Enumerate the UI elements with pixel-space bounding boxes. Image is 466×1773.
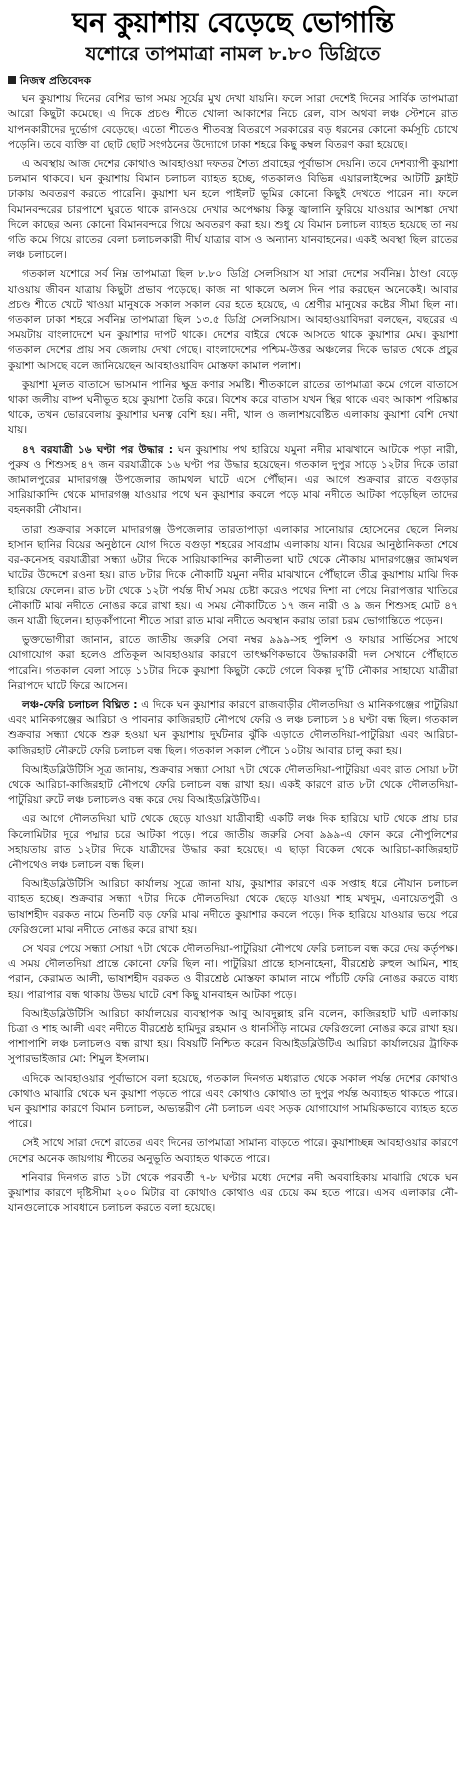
paragraph-text: ঘন কুয়াশায় দিনের বেশির ভাগ সময় সূর্যের মুখ দেখা যায়নি। ফলে সারা দেশেই দিনের সার্বিক তাপমাত্রা আরো কিছুটা কমেছে। এ দিকে প্রচণ্ড শীতে খোলা আকাশের নিচে রেল, বাস অথবা লঞ্চ স্টেশনে রাত যাপনকারীদের দুর্ভোগ বেড়েছে। এতো শীতেও শীতবস্ত্র বিতরণে সরকারের বড় ধরনের কোনো কর্মসূচি চোখে পড়েনি। তবে ব্যক্তি বা ছোট ছোট সংগঠনের উদ্যোগে ঢাকা শহরে কিছু কম্বল বিতরণ করা হয়েছে। <box>8 93 458 151</box>
article-headline: ঘন কুয়াশায় বেড়েছে ভোগান্তি <box>72 6 394 39</box>
article-paragraph <box>8 1072 458 1133</box>
paragraph-text: এ অবস্থায় আজ দেশের কোথাও আবহাওয়া দফতর শৈত্য প্রবাহের পূর্বাভাস দেয়নি। তবে দেশব্যাপী কুয়াশা চলমান থাকবে। ঘন কুয়াশায় বিমান চলাচল ব্যাহত হচ্ছে, গতকালও বিভিন্ন এয়ারলাইন্সের আটটি ফ্লাইট ঢাকায় অবতরণ করতে পারেনি। কুয়াশা ঘন হলে পাইলট ভূমির কোনো কিছুই দেখতে পারেন না। ফলে বিমানবন্দরের চারপাশে ঘুরতে থাকে রানওয়ে দেখার অপেক্ষায় কিন্তু জ্বালানি ফুরিয়ে যাওয়ার আশঙ্কা দেখা দিলে কাছের অন্য কোনো বিমানবন্দরে গিয়ে অবতরণ করা হয়। শুধু যে বিমান চলাচল ব্যাহত হয়েছে তা নয় গতি কমে গিয়ে রাতের বেলা চলাচলকারী দীর্ঘ যাত্রার বাস ও অন্যান্য যানবাহনের। একই অবস্থা ছিল রাতের লঞ্চ চলাচলে। <box>8 158 458 262</box>
article-byline <box>8 74 458 89</box>
paragraph-text: এ দিকে ঘন কুয়াশার কারণে রাজবাড়ীর দৌলতদিয়া ও মানিকগঞ্জের পাটুরিয়া এবং মানিকগঞ্জের আরিচা ও পাবনার কাজিরহাট নৌপথে ফেরি ও লঞ্চ চলাচল ১৪ ঘণ্টা বন্ধ ছিল। গতকাল শুক্রবার সন্ধ্যা থেকে শুরু হওয়া ঘন কুয়াশায় দুর্ঘটনার ঝুঁকি এড়াতে দৌলতদিয়া-পাটুরিয়া এবং আরিচা-কাজিরহাট নৌরুটে ফেরি চলাচল বন্ধ ছিল। গতকাল সকাল পৌনে ১০টায় আবার চালু করা হয়। <box>8 698 458 757</box>
paragraph-text: শনিবার দিনগত রাত ১টা থেকে পরবর্তী ৭-৮ ঘণ্টার মধ্যে দেশের নদী অববাহিকায় মাঝারি থেকে ঘন কুয়াশার কারণে দৃষ্টিসীমা ২০০ মিটার বা কোথাও কোথাও এর চেয়ে কম হতে পারে। এসব এলাকার নৌ-যানগুলোকে সাবধানে চলাচল করতে বলা হয়েছে। <box>8 1171 458 1215</box>
article-paragraph <box>8 267 458 373</box>
article-paragraph <box>8 633 458 694</box>
article-paragraph <box>8 1136 458 1166</box>
paragraph-text: তারা শুক্রবার সকালে মাদারগঞ্জ উপজেলার তারতাপাড়া এলাকার সানোয়ার হোসেনের ছেলে নিলয় হাসান ছানির বিয়ের অনুষ্ঠানে যোগ দিতে বগুড়া শহরের সাবগ্রাম এলাকায় যান। বিয়ের আনুষ্ঠানিকতা শেষে বর-কনেসহ বরযাত্রীরা সন্ধ্যা ৬টার দিকে সারিয়াকান্দির কালীতলা ঘাট থেকে নৌকায় মাদারগঞ্জের জামথল ঘাটের উদ্দেশে রওনা হয়। রাত ৮টার দিকে নৌকাটি যমুনা নদীর মাঝখানে পৌঁছালে তীব্র কুয়াশায় মাঝি দিক হারিয়ে ফেলেন। রাত ৮টা থেকে ১২টা পর্যন্ত দীর্ঘ সময় চেষ্টা করেও পথের দিশা না পেয়ে নিরাপত্তার খাতিরে নৌকাটি মাঝ নদীতে নোঙর করে রাখা হয়। এ সময় নৌকাটিতে ১৭ জন নারী ও ৯ জন শিশুসহ মোট ৪৭ জন যাত্রী ছিলেন। হাড়কাঁপানো শীতে সারা রাত মাঝ নদীতে অবস্থান করায় তারা চরম ভোগান্তিতে পড়েন। <box>8 523 458 627</box>
paragraph-text: এর আগে দৌলতদিয়া ঘাট থেকে ছেড়ে যাওয়া যাত্রীবাহী একটি লঞ্চ দিক হারিয়ে ঘাট থেকে প্রায় চার কিলোমিটার দূরে পদ্মার চরে আটকা পড়ে। পরে জাতীয় জরুরি সেবা ৯৯৯-এ ফোন করে নৌপুলিশের সহায়তায় রাত ১২টার দিকে যাত্রীদের উদ্ধার করা হয়েছে। এ ছাড়া বিকেল থেকে আরিচা-কাজিরহাট নৌপথেও লঞ্চ চলাচল বন্ধ ছিল। <box>8 813 458 871</box>
paragraph-text: কুয়াশা মূলত বাতাসে ভাসমান পানির ক্ষুদ্র কণার সমষ্টি। শীতকালে রাতের তাপমাত্রা কমে গেলে বাতাসে থাকা জলীয় বাষ্প ঘনীভূত হয়ে কুয়াশা তৈরি করে। বিশেষ করে বাতাস যখন স্থির থাকে এবং আকাশ পরিষ্কার থাকে, তখন ভোরবেলায় কুয়াশার ঘনত্ব বেশি হয়। নদী, খাল ও জলাশয়বেষ্টিত এলাকায় কুয়াশা বেশি দেখা যায়। <box>8 378 458 437</box>
article-paragraph <box>8 877 458 938</box>
paragraph-text: এদিকে আবহাওয়ার পূর্বাভাসে বলা হয়েছে, গতকাল দিনগত মধ্যরাত থেকে সকাল পর্যন্ত দেশের কোথাও কোথাও মাঝারি থেকে ঘন কুয়াশা পড়তে পারে এবং কোথাও কোথাও তা দুপুর পর্যন্ত অব্যাহত থাকতে পারে। ঘন কুয়াশার কারণে বিমান চলাচল, অভ্যন্তরীণ নৌ চলাচল এবং সড়ক যোগাযোগ সাময়িকভাবে ব্যাহত হতে পারে। <box>8 1072 458 1131</box>
article-body <box>8 92 458 1216</box>
article-subheadline: যশোরে তাপমাত্রা নামল ৮.৮০ ডিগ্রিতে <box>85 43 381 65</box>
paragraph-text: বিআইডব্লিউটিসি আরিচা কার্যালয়ের ব্যবস্থাপক আবু আবদুল্লাহ রনি বলেন, কাজিরহাট ঘাট এলাকায় চিত্রা ও শাহ আলী এবং নদীতে বীরশ্রেষ্ঠ হামিদুর রহমান ও ধানসিঁড়ি নামের ফেরিগুলো নোঙর করে রাখা হয়। পাশাপাশি লঞ্চ চলাচলও বন্ধ রাখা হয়। বিষয়টি নিশ্চিত করেন বিআইডব্লিউটিএ আরিচা কার্যালয়ের ট্রাফিক সুপারভাইজার মো: শিমুল ইসলাম। <box>8 1007 458 1066</box>
article-paragraph <box>8 763 458 809</box>
article-paragraph <box>8 523 458 629</box>
byline-text: নিজস্ব প্রতিবেদক <box>20 75 91 87</box>
paragraph-text: বিআইডব্লিউটিসি সূত্র জানায়, শুক্রবার সন্ধ্যা সোয়া ৭টা থেকে দৌলতদিয়া-পাটুরিয়া এবং রাত সোয়া ৮টা থেকে আরিচা-কাজিরহাট নৌপথে ফেরি চলাচল বন্ধ রাখা হয়। একই কারণে রাত ৮টা থেকে দৌলতদিয়া-পাটুরিয়া রুটে লঞ্চ চলাচলও বন্ধ করে দেয় বিআইডব্লিউটিএ। <box>8 763 458 807</box>
article-paragraph <box>8 92 458 153</box>
article-paragraph <box>8 443 458 519</box>
square-bullet-icon <box>8 76 16 84</box>
paragraph-text: ঘন কুয়াশায় পথ হারিয়ে যমুনা নদীর মাঝখানে আটকে পড়া নারী, পুরুষ ও শিশুসহ ৪৭ জন বরযাত্রীকে ১৬ ঘণ্টা পর উদ্ধার হয়েছেন। গতকাল দুপুর সাড়ে ১২টার দিকে তারা জামালপুরের মাদারগঞ্জ উপজেলার জামথল ঘাটে এসে পৌঁছান। এর আগে শুক্রবার রাতে বগুড়ার সারিয়াকান্দি থেকে মাদারগঞ্জ যাওয়ার পথে ঘন কুয়াশার কবলে পড়ে মাঝ নদীতে আটকা পড়েছিল তাদের বহনকারী নৌযান। <box>8 443 459 517</box>
article-paragraph <box>8 378 458 439</box>
paragraph-text: সে খবর পেয়ে সন্ধ্যা সোয়া ৭টা থেকে দৌলতদিয়া-পাটুরিয়া নৌপথে ফেরি চলাচল বন্ধ করে দেয় কর্তৃপক্ষ। এ সময় দৌলতদিয়া প্রান্তে কোনো ফেরি ছিল না। পাটুরিয়া প্রান্তে হাসনাহেনা, বীরশ্রেষ্ঠ রুহুল আমিন, শাহ পরান, কেরামত আলী, ভাষাশহীদ বরকত ও বীরশ্রেষ্ঠ মোস্তফা কামাল নামে পাঁচটি ফেরি নোঙর করতে বাধ্য হয়। পারাপার বন্ধ থাকায় উভয় ঘাটে বেশ কিছু যানবাহন আটকা পড়ে। <box>8 942 458 1001</box>
paragraph-text: গতকাল যশোরে সর্ব নিম্ন তাপমাত্রা ছিল ৮.৮০ ডিগ্রি সেলসিয়াস যা সারা দেশের সর্বনিম্ন। ঠাণ্ডা বেড়ে যাওয়ায় জীবন যাত্রায় কিছুটা প্রভাব পড়েছে। কাজ না থাকলে অলস দিন পার করছেন অনেকেই। আবার প্রচণ্ড শীতে খেটে খাওয়া মানুষকে সকাল সকাল বের হতে হয়েছে, এ শ্রেণীর মানুষের কষ্টের সীমা ছিল না। গতকাল ঢাকা শহরে সর্বনিম্ন তাপমাত্রা ছিল ১৩.৫ ডিগ্রি সেলসিয়াস। আবহাওয়াবিদরা বলছেন, বছরের এ সময়টায় বাংলাদেশে ঘন কুয়াশার দাপট থাকে। দেশের বাইরে থেকে আসতে থাকে কুয়াশার মেঘ। কুয়াশা গতকাল দেশের প্রায় সব জেলায় দেখা গেছে। বাংলাদেশের পশ্চিম-উত্তর অঞ্চলের দিকে ভারত থেকে প্রচুর কুয়াশা আসছে বলে জানিয়েছেন আবহাওয়াবিদ মোস্তফা কামাল পলাশ। <box>8 268 458 372</box>
article-paragraph <box>8 157 458 263</box>
paragraph-text: ভুক্তভোগীরা জানান, রাতে জাতীয় জরুরি সেবা নম্বর ৯৯৯-সহ পুলিশ ও ফায়ার সার্ভিসের সাথে যোগাযোগ করা হলেও প্রতিকূল আবহাওয়ার কারণে তাৎক্ষণিকভাবে উদ্ধারকারী দল সেখানে পৌঁছাতে পারেনি। গতকাল বেলা সাড়ে ১১টার দিকে কুয়াশা কিছুটা কেটে গেলে বিকল্প দু’টি নৌকার সাহায্যে যাত্রীরা নিরাপদে ঘাটে ফিরে আসেন। <box>8 634 458 692</box>
paragraph-text: সেই সাথে সারা দেশে রাতের এবং দিনের তাপমাত্রা সামান্য বাড়তে পারে। কুয়াশাচ্ছন্ন আবহাওয়ার কারণে দেশের অনেক জায়গায় শীতের অনুভূতি অব্যাহত থাকতে পারে। <box>8 1137 458 1165</box>
article-paragraph <box>8 698 458 759</box>
article-paragraph <box>8 1007 458 1068</box>
article-paragraph <box>8 942 458 1003</box>
article-paragraph <box>8 812 458 873</box>
article-paragraph <box>8 1171 458 1217</box>
subhead-lead: ৪৭ বরযাত্রী ১৬ ঘণ্টা পর উদ্ধার : <box>22 443 174 456</box>
paragraph-text: বিআইডব্লিউটিসি আরিচা কার্যালয় সূত্রে জানা যায়, কুয়াশার কারণে এক সপ্তাহ ধরে নৌযান চলাচল ব্যাহত হচ্ছে। শুক্রবার সন্ধ্যা ৭টার দিকে দৌলতদিয়া থেকে ছেড়ে যাওয়া শাহ মখদুম, এনায়েতপুরী ও ভাষাশহীদ বরকত নামে তিনটি বড় ফেরি মাঝ নদীতে কুয়াশার কবলে পড়ে। দিক হারিয়ে যাওয়ার ভয়ে পরে ফেরিগুলো মাঝ নদীতে নোঙর করে রাখা হয়। <box>8 878 458 936</box>
subhead-lead: লঞ্চ-ফেরি চলাচল বিঘ্নিত : <box>22 698 138 711</box>
